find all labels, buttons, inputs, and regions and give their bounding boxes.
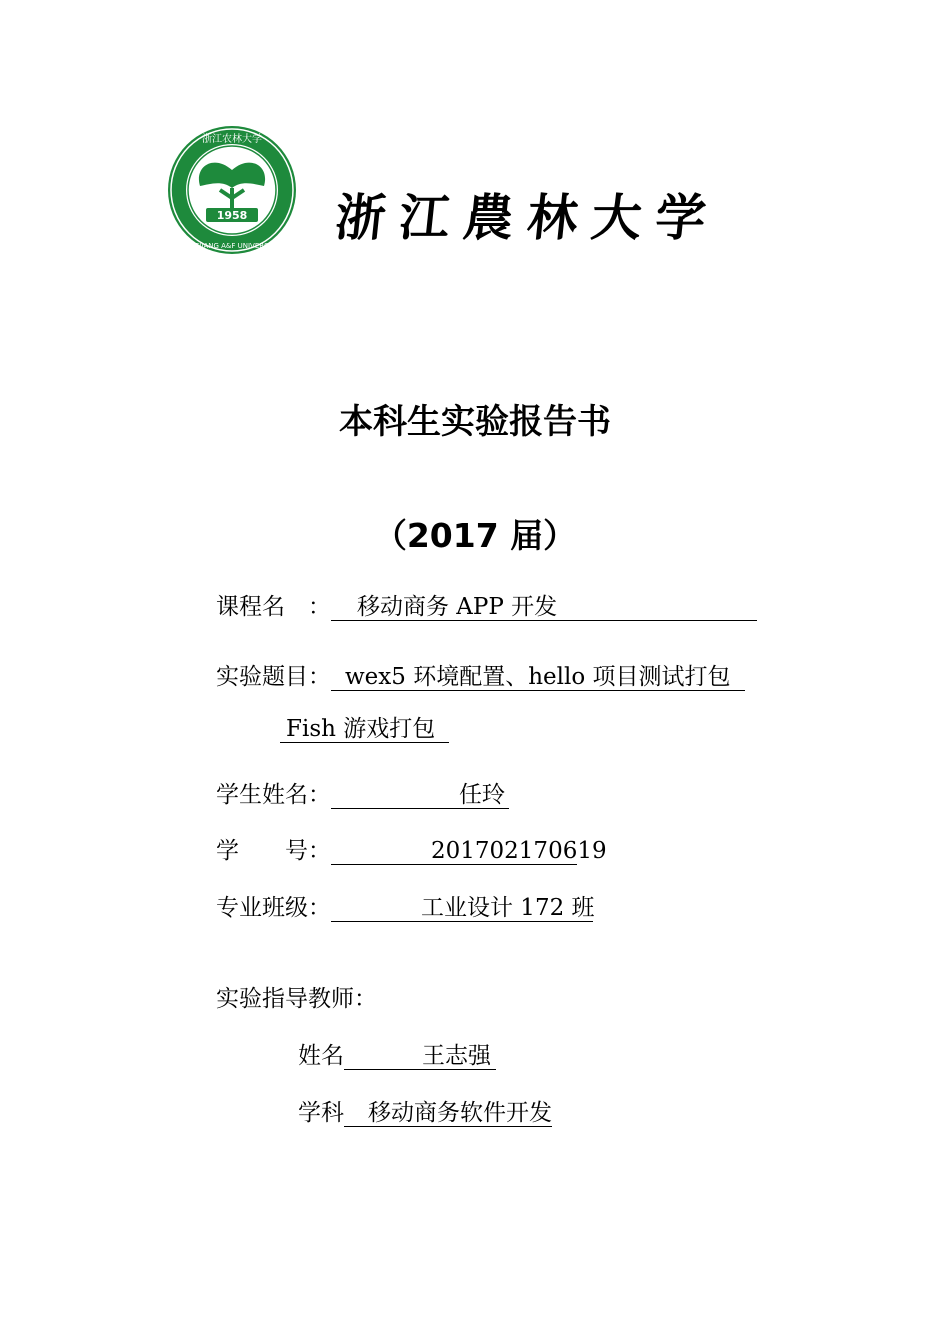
report-title: 本科生实验报告书: [339, 402, 611, 442]
topic-value-line2: Fish 游戏打包: [280, 716, 449, 743]
major-label: 专业班级：: [216, 895, 331, 921]
student-row: [216, 776, 509, 809]
topic-value-line1: wex5 环境配置、hello 项目测试打包: [331, 664, 745, 691]
university-name: 浙江農林大学: [332, 188, 723, 247]
student-value: 任玲: [331, 782, 509, 809]
teacher-subject-label: 学科: [298, 1100, 344, 1126]
teacher-subject-value: 移动商务软件开发: [344, 1100, 552, 1127]
major-row: [216, 889, 593, 922]
major-value: 工业设计 172 班: [331, 895, 593, 922]
report-year: （2017 届）: [373, 516, 577, 555]
topic-row-2: [280, 716, 449, 743]
student-id-value: 201702170619: [331, 838, 577, 865]
student-label: 学生姓名：: [216, 782, 331, 808]
logo-year: 1958: [216, 209, 248, 222]
student-id-row: [216, 832, 607, 865]
ginkgo-leaf-icon: [166, 124, 298, 256]
teacher-name-label: 姓名: [298, 1043, 344, 1069]
logo-seal-cn: 浙江农林大学: [202, 134, 262, 145]
topic-label: 实验题目：: [216, 664, 331, 690]
university-logo: [166, 124, 298, 256]
teacher-subject-row: [298, 1094, 552, 1127]
course-label: 课程名 ：: [216, 594, 331, 620]
course-row: [216, 588, 757, 621]
teacher-name-value: 王志强: [344, 1043, 496, 1070]
teacher-name-row: [298, 1037, 496, 1070]
student-id-label: 学 号：: [216, 838, 331, 864]
course-value: 移动商务 APP 开发: [331, 594, 757, 621]
logo-seal-en: ZHEJIANG A&F UNIVERSITY: [184, 242, 280, 250]
advisor-label: 实验指导教师：: [216, 986, 377, 1012]
advisor-row: [216, 980, 377, 1013]
topic-row: [216, 658, 745, 691]
